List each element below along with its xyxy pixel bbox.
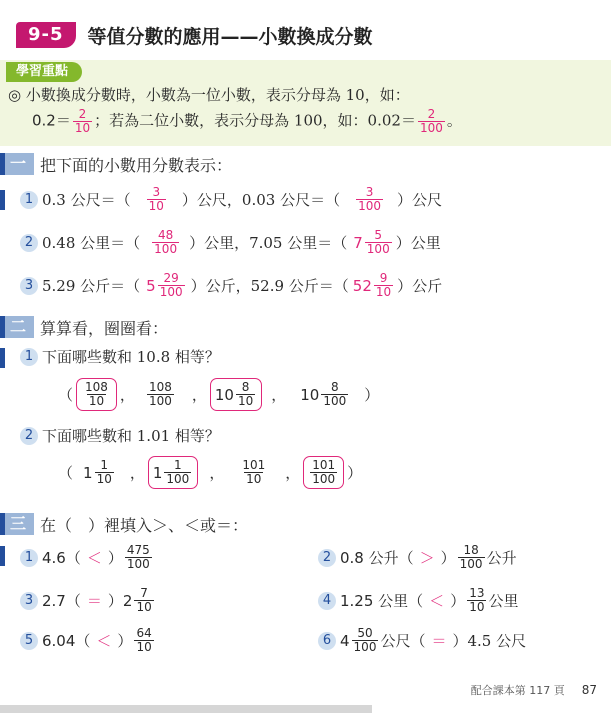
s2-options-2: （ 1 $\frac{1}{10}$ ， 1 $\frac{1}{100}$ ， $\frac{101}{10}$ ， $\frac{101}{100}$ ） (58, 456, 362, 489)
fraction: $\frac{13}{10}$ (469, 586, 485, 614)
page-title: 等值分數的應用——小數換成分數 (87, 25, 373, 48)
fraction: $\frac{2}{10}$ (74, 107, 91, 135)
s2-options-1: （ $\frac{108}{10}$ ， $\frac{108}{100}$ ， 10 $\frac{8}{10}$ ， 10 $\frac{8}{100}$ ） (58, 378, 379, 411)
answer-fraction: $\frac{29}{100}$ (159, 271, 183, 299)
question-marker (0, 546, 5, 566)
fraction: $\frac{18}{100}$ (459, 543, 483, 571)
answer-fraction: $\frac{9}{10}$ (375, 271, 392, 299)
key-points-box (0, 60, 611, 146)
s3-question-3: 3 2.7（ ＝ ） 2 $\frac{7}{10}$ (20, 587, 156, 614)
s2-question-2: 2 下面哪些數和 1.01 相等？ (20, 425, 220, 446)
lesson-number: 9-5 (16, 22, 76, 48)
answer-fraction: $\frac{48}{100}$ (154, 228, 178, 256)
textbook-reference: 配合課本第 117 頁 (470, 684, 565, 697)
page-footer (471, 682, 597, 698)
answer-fraction: $\frac{3}{100}$ (358, 185, 381, 213)
section-1-marker: 一 (0, 153, 34, 175)
answer-fraction: $\frac{5}{100}$ (366, 228, 390, 256)
question-marker (0, 190, 5, 210)
key-point-line-2: 0.2＝ $\frac{2}{10}$ ；若為二位小數，表示分母為 100，如：0.02＝ $\frac{2}{100}$ 。 (32, 107, 462, 135)
s3-question-6: 6 4 $\frac{50}{100}$ 公尺（ ＝ ）4.5 公尺 (318, 627, 526, 654)
lesson-header (16, 22, 373, 48)
option-fraction: $\frac{101}{10}$ (242, 458, 266, 486)
section-3-title: 在（ ）裡填入＞、＜或＝： (40, 516, 249, 535)
s3-question-2: 2 0.8 公升（ ＞ ） $\frac{18}{100}$ 公升 (318, 544, 517, 571)
s1-question-2: 2 0.48 公里＝（ $\frac{48}{100}$ ）公里，7.05 公里＝（ 7 $\frac{5}{100}$ ）公里 (20, 229, 441, 256)
s3-question-5: 5 6.04（ ＜ ） $\frac{64}{10}$ (20, 627, 156, 654)
section-3-marker: 三 (0, 513, 34, 535)
circled-answer: $\frac{108}{10}$ (76, 378, 117, 411)
key-points-tag: 學習重點 (6, 62, 82, 82)
fraction: $\frac{2}{100}$ (419, 107, 443, 135)
fraction: $\frac{475}{100}$ (126, 543, 150, 571)
section-2-marker: 二 (0, 316, 34, 338)
key-point-line-1: ◎ 小數換成分數時，小數為一位小數，表示分母為 10，如： (8, 86, 410, 104)
s3-question-4: 4 1.25 公里（ ＜ ） $\frac{13}{10}$ 公里 (318, 587, 519, 614)
option-fraction: $\frac{1}{10}$ (96, 458, 112, 486)
answer-fraction: $\frac{3}{10}$ (148, 185, 164, 213)
circled-answer: 10 $\frac{8}{10}$ (210, 378, 262, 411)
s1-question-1: 1 0.3 公尺＝（ $\frac{3}{10}$ ）公尺，0.03 公尺＝（ $\frac{3}{100}$ ）公尺 (20, 186, 442, 213)
fraction: $\frac{50}{100}$ (353, 626, 377, 654)
option-fraction: $\frac{8}{100}$ (323, 380, 347, 408)
footer-bar (0, 705, 372, 713)
answer-symbol: ＜ (96, 632, 112, 650)
answer-symbol: ＜ (429, 592, 445, 610)
fraction: $\frac{64}{10}$ (136, 626, 152, 654)
s1-question-3: 3 5.29 公斤＝（ 5 $\frac{29}{100}$ ）公斤，52.9 公斤＝（ 52 $\frac{9}{10}$ ）公斤 (20, 272, 442, 299)
question-marker (0, 348, 5, 368)
s3-question-1: 1 4.6（ ＜ ） $\frac{475}{100}$ (20, 544, 154, 571)
circled-answer: 1 $\frac{1}{100}$ (148, 456, 198, 489)
s2-question-1: 1 下面哪些數和 10.8 相等？ (20, 346, 220, 367)
answer-symbol: ＜ (86, 549, 102, 567)
answer-symbol: ＝ (431, 632, 447, 650)
section-1-title: 把下面的小數用分數表示： (40, 156, 233, 175)
circled-answer: $\frac{101}{100}$ (303, 456, 344, 489)
fraction: $\frac{7}{10}$ (136, 586, 152, 614)
page-number: 87 (581, 683, 597, 697)
answer-symbol: ＝ (86, 592, 102, 610)
section-2-title: 算算看，圈圈看： (40, 319, 169, 338)
option-fraction: $\frac{108}{100}$ (148, 380, 172, 408)
answer-symbol: ＞ (419, 549, 435, 567)
